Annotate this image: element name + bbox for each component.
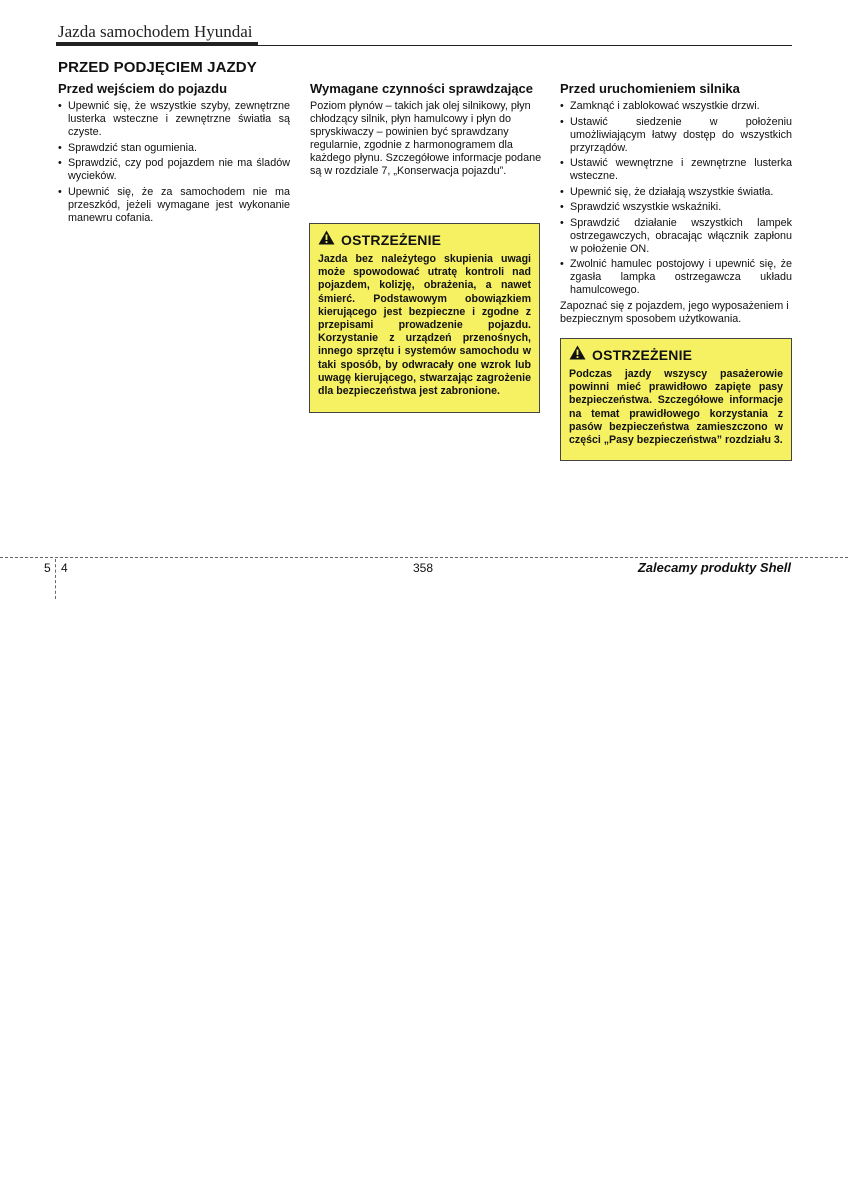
column-heading: Przed wejściem do pojazdu	[58, 81, 228, 96]
warning-text: Jazda bez należytego skupienia uwagi może spowodować utratę kontroli nad pojazdem, kolizję, obrażenia, a nawet śmierć. Podstawowym obowiązkiem kierującego jest bezpieczne i zgodne z przepisami prowadzenie pojazdu. Korzystanie z urządzeń przenośnych, innego sprzętu i systemów samochodu w taki sposób, by odwracały one wzrok lub uwagę kierującego, stwarzając zagrożenie dla bezpieczeństwa jest zabronione.	[318, 253, 531, 398]
warning-text: Podczas jazdy wszyscy pasażerowie powinni mieć prawidłowo zapięte pasy bezpieczeństwa. Szczegółowe informacje na temat prawidłowego korzystania z pasów bezpieczeństwa zamieszczono w części „Pasy bezpieczeństwa” rozdziału 3.	[569, 368, 783, 447]
chapter-page-number: 4	[61, 561, 68, 575]
column-before-starting	[560, 82, 792, 326]
warning-header	[569, 345, 783, 365]
list-item: • Sprawdzić działanie wszystkich lampek ostrzegawczych, obracając włącznik zapłonu w położenie ON.	[560, 217, 792, 256]
list-item: • Sprawdzić, czy pod pojazdem nie ma śladów wycieków.	[58, 157, 290, 183]
warning-box	[560, 338, 792, 461]
list-item: • Ustawić siedzenie w położeniu umożliwiającym łatwy dostęp do wszystkich przyrządów.	[560, 116, 792, 155]
running-head: Jazda samochodem Hyundai	[58, 22, 253, 41]
footer-divider-vertical	[55, 559, 56, 599]
column-heading: Przed uruchomieniem silnika	[560, 81, 740, 96]
paragraph: Zapoznać się z pojazdem, jego wyposażeniem i bezpiecznym sposobem użytkowania.	[560, 299, 789, 325]
warning-triangle-icon	[318, 230, 335, 250]
footer-divider	[0, 557, 848, 558]
list-item: • Sprawdzić stan ogumienia.	[58, 142, 290, 155]
paragraph: Poziom płynów – takich jak olej silnikowy, płyn chłodzący silnik, płyn hamulcowy i płyn do spryskiwaczy – powinien być sprawdzany regularnie, zgodnie z harmonogramem dla każdego płynu. Szczegółowe informacje podane są w rozdziale 7, „Konserwacja pojazdu”.	[310, 100, 542, 177]
warning-header	[318, 230, 531, 250]
list-item: • Zwolnić hamulec postojowy i upewnić się, że zgasła lampka ostrzegawcza układu hamulcowego.	[560, 258, 792, 297]
warning-box	[309, 223, 540, 413]
header-rule	[56, 45, 792, 46]
column-heading: Wymagane czynności sprawdzające	[310, 81, 534, 96]
footer-brand-text: Zalecamy produkty Shell	[637, 560, 791, 575]
warning-title: OSTRZEŻENIE	[341, 232, 442, 248]
list-item: • Upewnić się, że działają wszystkie światła.	[560, 186, 792, 199]
column-before-entering	[58, 82, 290, 227]
checklist	[58, 100, 290, 225]
list-item: • Upewnić się, że za samochodem nie ma przeszkód, jeżeli wymagane jest wykonanie manewru cofania.	[58, 186, 290, 225]
chapter-number: 5	[44, 561, 51, 575]
list-item: • Zamknąć i zablokować wszystkie drzwi.	[560, 100, 792, 113]
warning-title: OSTRZEŻENIE	[592, 347, 693, 363]
list-item: • Upewnić się, że wszystkie szyby, zewnętrzne lusterka wsteczne i zewnętrzne światła są czyste.	[58, 100, 290, 139]
warning-triangle-icon	[569, 345, 586, 365]
page-number: 358	[413, 561, 434, 575]
list-item: • Sprawdzić wszystkie wskaźniki.	[560, 201, 792, 214]
checklist	[560, 100, 792, 297]
section-title: PRZED PODJĘCIEM JAZDY	[58, 59, 257, 76]
column-required-checks	[310, 82, 542, 178]
list-item: • Ustawić wewnętrzne i zewnętrzne lusterka wsteczne.	[560, 157, 792, 183]
